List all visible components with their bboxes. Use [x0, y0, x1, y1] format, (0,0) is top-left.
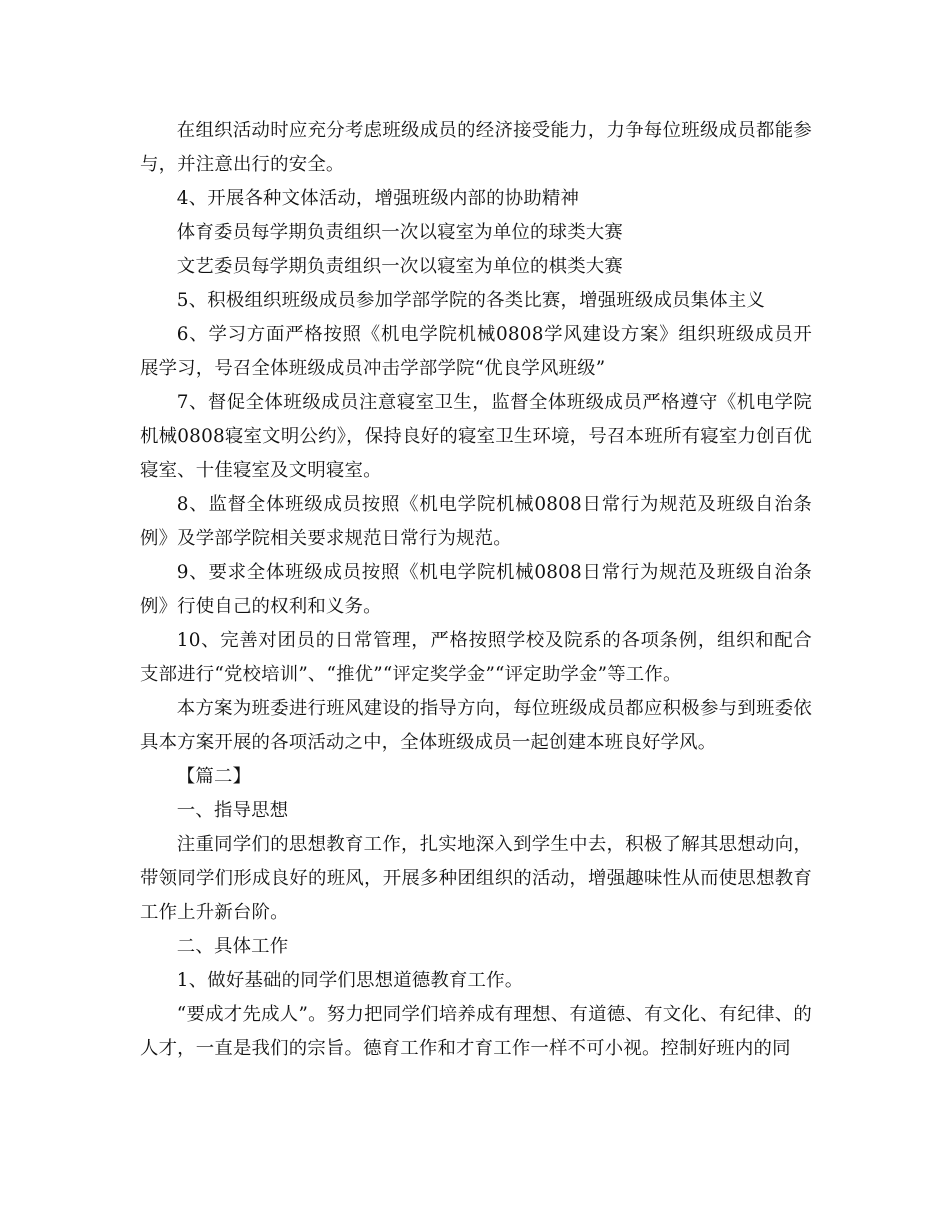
paragraph: 在组织活动时应充分考虑班级成员的经济接受能力，力争每位班级成员都能参与，并注意出行的安全。: [140, 120, 812, 175]
section-heading: 【篇二】: [176, 766, 252, 787]
paragraph: 8、监督全体班级成员按照《机电学院机械0808日常行为规范及班级自治条例》及学部学院相关要求规范日常行为规范。: [140, 494, 812, 549]
paragraph: 1、做好基础的同学们思想道德教育工作。: [176, 970, 524, 991]
paragraph: 6、学习方面严格按照《机电学院机械0808学风建设方案》组织班级成员开展学习，号召全体班级成员冲击学部学院“优良学风班级”: [140, 324, 812, 379]
paragraph: 5、积极组织班级成员参加学部学院的各类比赛，增强班级成员集体主义: [176, 290, 766, 311]
paragraph: 注重同学们的思想教育工作，扎实地深入到学生中去，积极了解其思想动向，带领同学们形成良好的班风，开展多种团组织的活动，增强趣味性从而使思想教育工作上升新台阶。: [140, 834, 812, 923]
subheading: 二、具体工作: [176, 936, 289, 957]
paragraph: 7、督促全体班级成员注意寝室卫生，监督全体班级成员严格遵守《机电学院机械0808寝室文明公约》，保持良好的寝室卫生环境，号召本班所有寝室力创百优寝室、十佳寝室及文明寝室。: [140, 392, 812, 481]
paragraph: 本方案为班委进行班风建设的指导方向，每位班级成员都应积极参与到班委依具本方案开展的各项活动之中，全体班级成员一起创建本班良好学风。: [140, 698, 812, 753]
paragraph: “要成才先成人”。努力把同学们培养成有理想、有道德、有文化、有纪律、的人才，一直是我们的宗旨。德育工作和才育工作一样不可小视。控制好班内的同: [140, 1004, 812, 1059]
paragraph: 体育委员每学期负责组织一次以寝室为单位的球类大赛: [176, 222, 623, 243]
paragraph: 4、开展各种文体活动，增强班级内部的协助精神: [176, 188, 580, 209]
subheading: 一、指导思想: [176, 800, 289, 821]
paragraph: 文艺委员每学期负责组织一次以寝室为单位的棋类大赛: [176, 256, 623, 277]
paragraph: 10、完善对团员的日常管理，严格按照学校及院系的各项条例，组织和配合支部进行“党校培训”、“推优”“评定奖学金”“评定助学金”等工作。: [140, 630, 812, 685]
document-body: [140, 114, 812, 1066]
paragraph: 9、要求全体班级成员按照《机电学院机械0808日常行为规范及班级自治条例》行使自己的权利和义务。: [140, 562, 812, 617]
